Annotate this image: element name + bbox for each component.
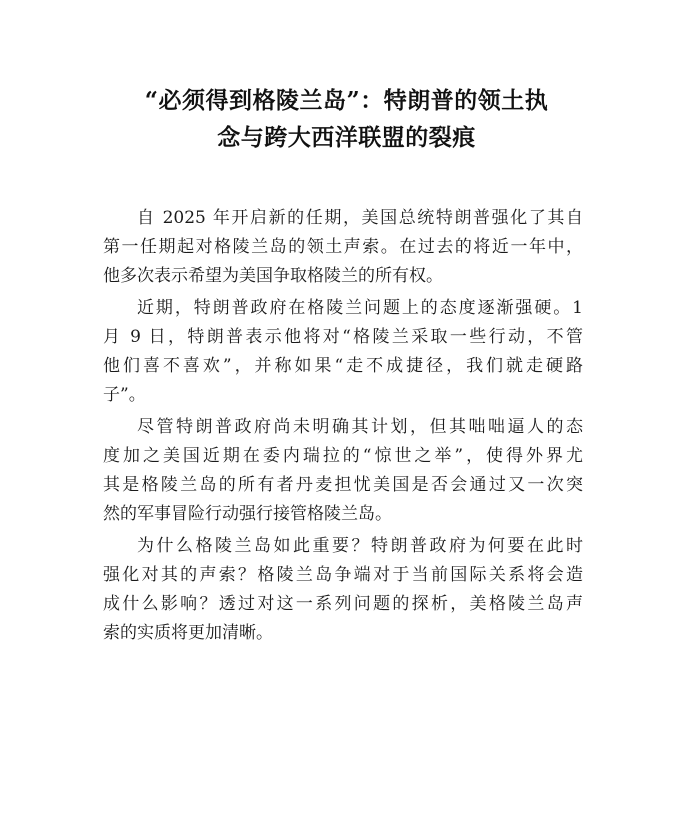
text-line: 为什么格陵兰岛如此重要？特朗普政府为何要在此时: [137, 536, 583, 556]
text-line: 第一任期起对格陵兰岛的领土声索。在过去的将近一年中，: [103, 237, 583, 257]
paragraph: [103, 294, 583, 410]
text-line: 近期，特朗普政府在格陵兰问题上的态度逐渐强硬。1: [137, 298, 583, 318]
text-line: 索的实质将更加清晰。: [103, 623, 273, 643]
text-line: 他多次表示希望为美国争取格陵兰的所有权。: [103, 266, 443, 286]
text-line: 他们喜不喜欢”，并称如果“走不成捷径，我们就走硬路: [103, 356, 583, 376]
text-line: 成什么影响？透过对这一系列问题的探析，美格陵兰岛声: [103, 594, 583, 614]
text-line: 度加之美国近期在委内瑞拉的“惊世之举”，使得外界尤: [103, 446, 583, 466]
article-body: [103, 204, 583, 651]
title-line: “必须得到格陵兰岛”：特朗普的领土执: [144, 87, 549, 114]
paragraph: [103, 204, 583, 291]
paragraph: [103, 532, 583, 648]
paragraph: [103, 413, 583, 529]
text-line: 然的军事冒险行动强行接管格陵兰岛。: [103, 504, 392, 524]
text-line: 子”。: [103, 385, 146, 405]
text-line: 月 9 日，特朗普表示他将对“格陵兰采取一些行动，不管: [103, 327, 583, 347]
text-line: 尽管特朗普政府尚未明确其计划，但其咄咄逼人的态: [137, 417, 583, 437]
text-line: 自 2025 年开启新的任期，美国总统特朗普强化了其自: [137, 208, 583, 228]
title-line: 念与跨大西洋联盟的裂痕: [217, 124, 476, 151]
article-title: [100, 82, 593, 156]
text-line: 其是格陵兰岛的所有者丹麦担忧美国是否会通过又一次突: [103, 475, 583, 495]
text-line: 强化对其的声索？格陵兰岛争端对于当前国际关系将会造: [103, 565, 583, 585]
